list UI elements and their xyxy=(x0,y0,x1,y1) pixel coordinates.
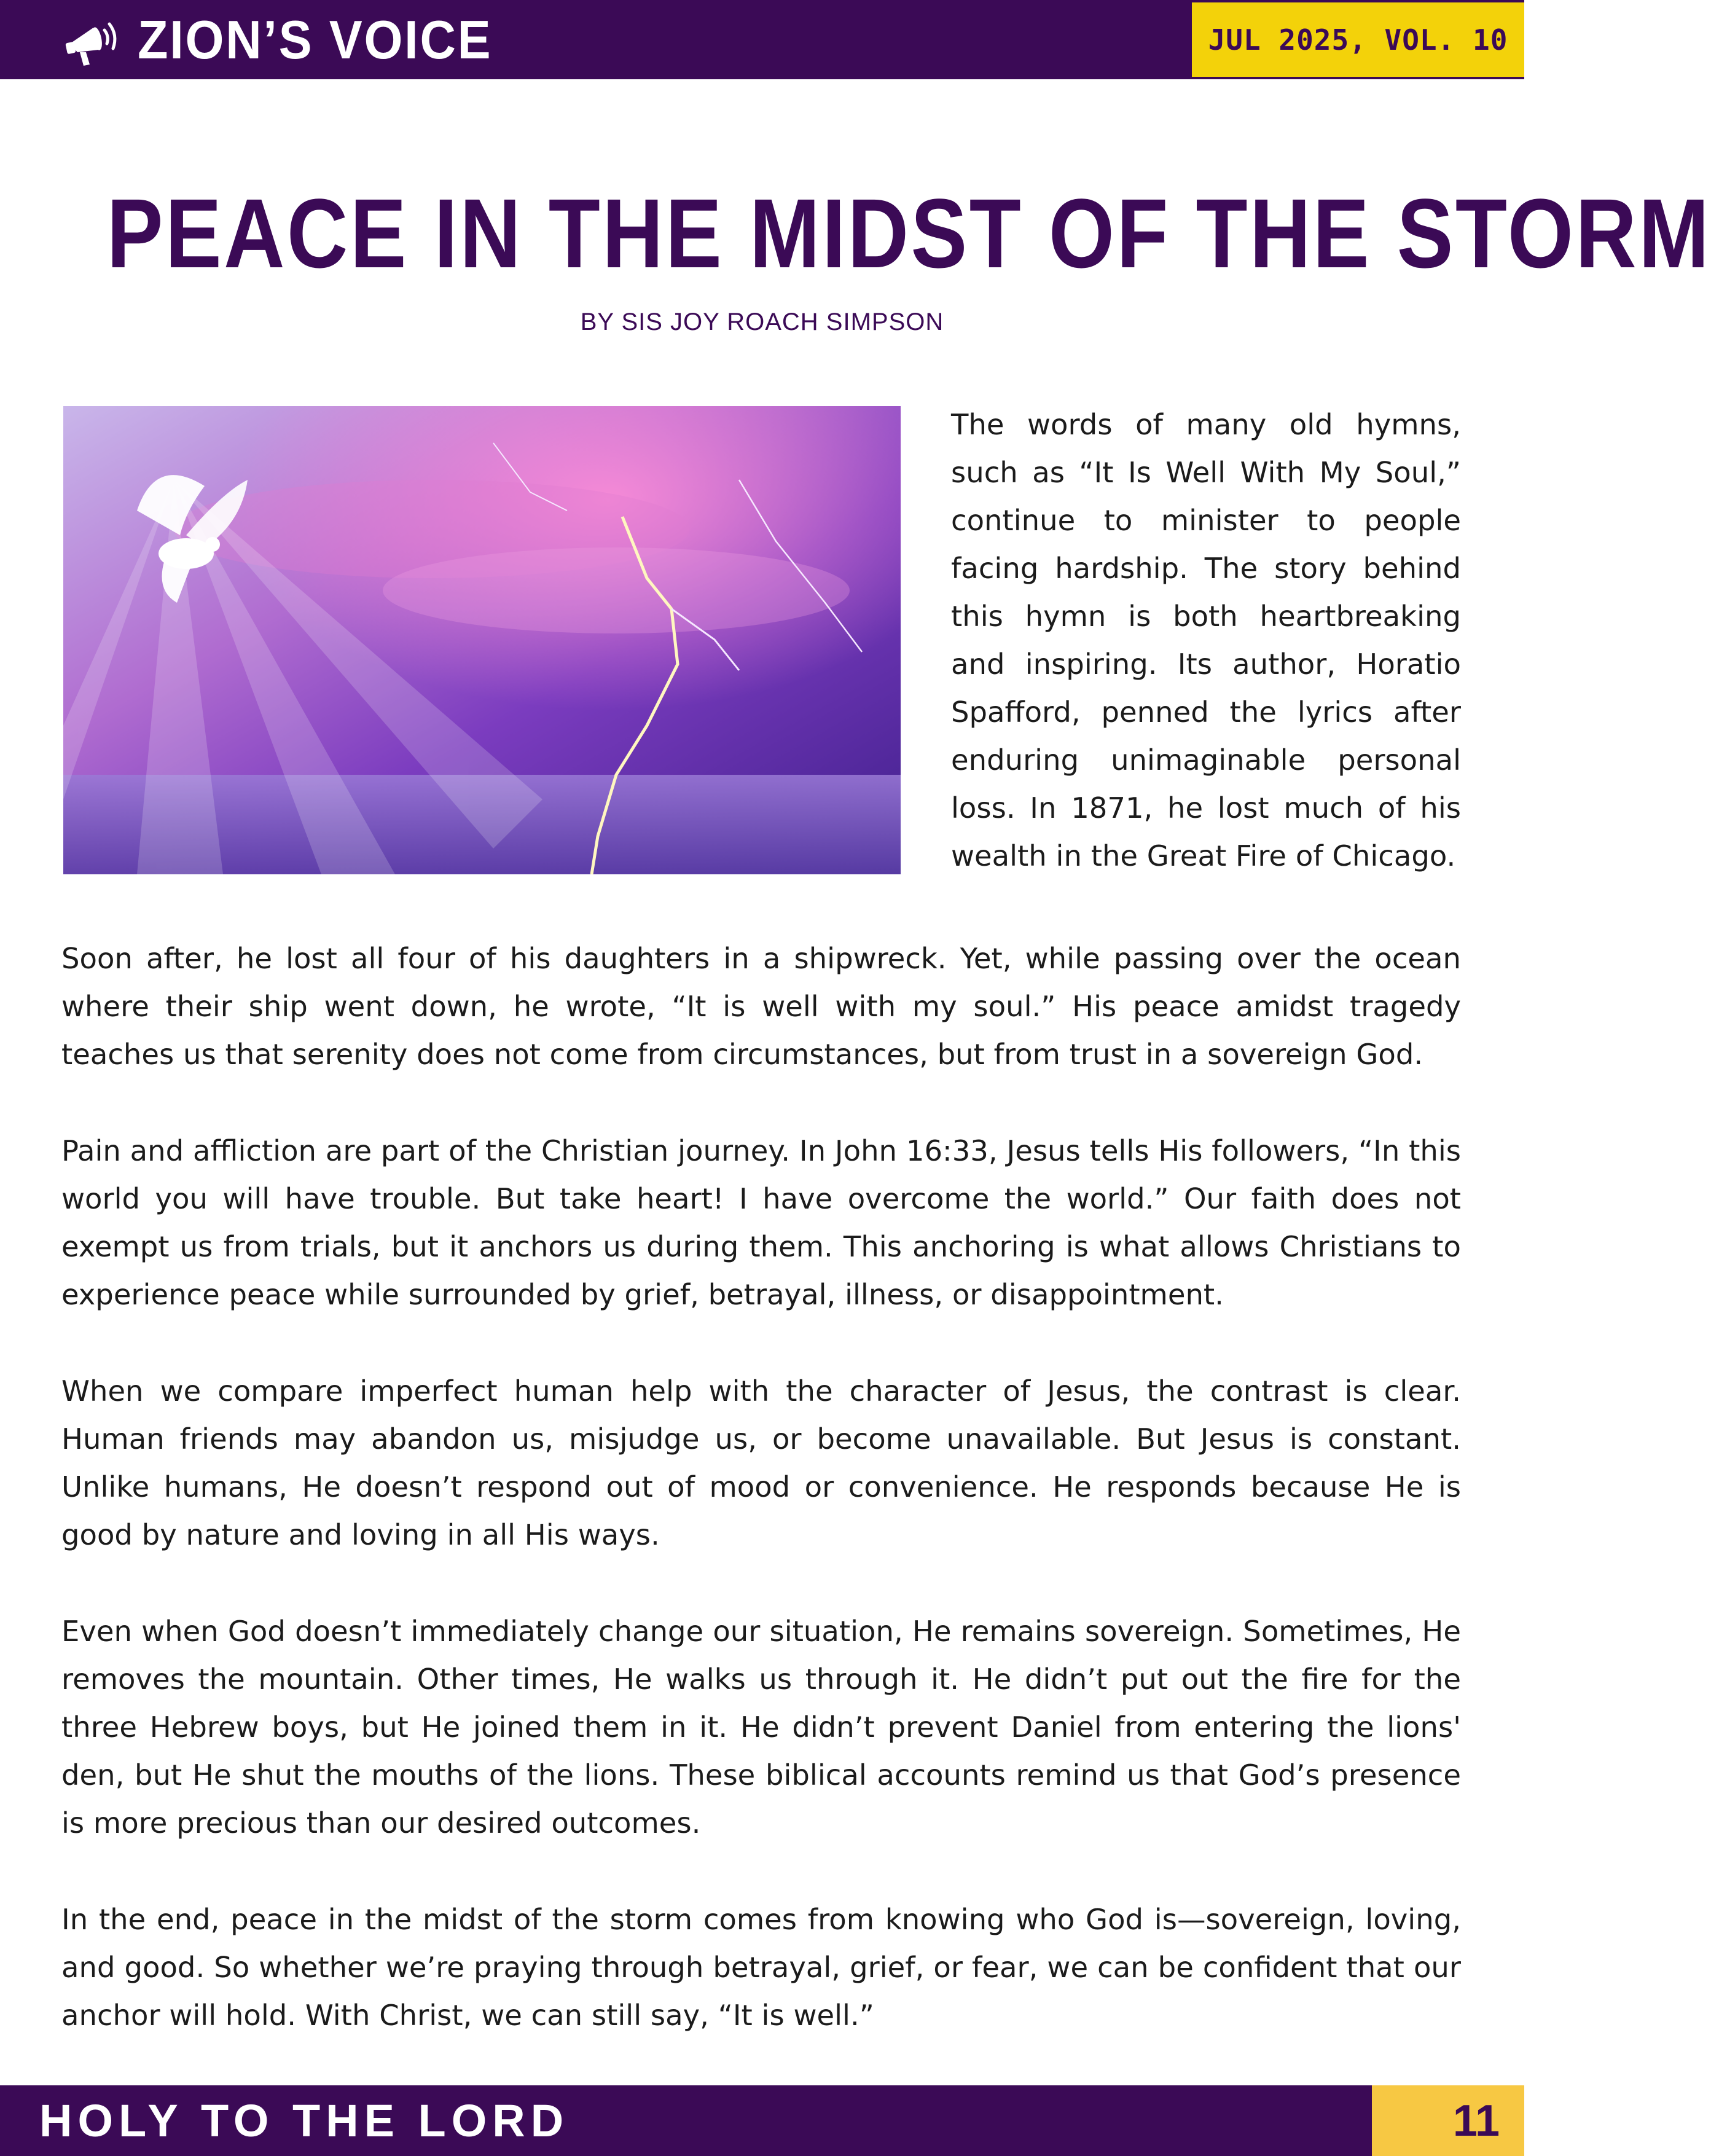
article-paragraph: When we compare imperfect human help with the character of Jesus, the contrast is clear. Human friends may abandon us, misjudge us, or become unavailable. But Jesus is constant. Unlike humans, He doesn’t respond out of mood or convenience. He responds because He is good by nature and loving in all His ways. xyxy=(61,1374,1461,1551)
article-paragraph: In the end, peace in the midst of the storm comes from knowing who God is—sovereign, loving, and good. So whether we’re praying through betrayal, grief, or fear, we can be confident that our anchor will hold. With Christ, we can still say, “It is well.” xyxy=(61,1903,1461,2032)
article-paragraph-intro: The words of many old hymns, such as “It Is Well With My Soul,” continue to minister to people facing hardship. The story behind this hymn is both heartbreaking and inspiring. Its author, Horatio Spafford, penned the lyrics after enduring unimaginable personal loss. In 1871, he lost much of his wealth in the Great Fire of Chicago. xyxy=(951,408,1461,872)
article-paragraph: Even when God doesn’t immediately change our situation, He remains sovereign. Sometimes, He removes the mountain. Other times, He walks us through it. He didn’t put out the fire for the three Hebrew boys, but He joined them in it. He didn’t prevent Daniel from entering the lions' den, but He shut the mouths of the lions. These biblical accounts remind us that God’s presence is more precious than our desired outcomes. xyxy=(61,1615,1461,1840)
magazine-name: ZION’S VOICE xyxy=(138,9,493,70)
page-footer xyxy=(0,2085,1524,2156)
megaphone-icon xyxy=(61,9,123,71)
issue-badge: JUL 2025, VOL. 10 xyxy=(1192,2,1524,77)
page-header xyxy=(0,0,1524,79)
article-paragraph: Pain and affliction are part of the Christian journey. In John 16:33, Jesus tells His followers, “In this world you will have trouble. But take heart! I have overcome the world.” Our faith does not exempt us from trials, but it anchors us during them. This anchoring is what allows Christians to experience peace while surrounded by grief, betrayal, illness, or disappointment. xyxy=(61,1134,1461,1311)
footer-motto: HOLY TO THE LORD xyxy=(39,2095,570,2146)
article-title: PEACE IN THE MIDST OF THE STORM xyxy=(106,178,1711,288)
article-byline: BY SIS JOY ROACH SIMPSON xyxy=(580,308,944,335)
dove-storm-illustration xyxy=(63,406,901,874)
page-number: 11 xyxy=(1372,2085,1524,2156)
masthead xyxy=(61,0,523,79)
article-paragraph: Soon after, he lost all four of his daughters in a shipwreck. Yet, while passing over the ocean where their ship went down, he wrote, “It is well with my soul.” His peace amidst tragedy teaches us that serenity does not come from circumstances, but from trust in a sovereign God. xyxy=(61,942,1461,1071)
